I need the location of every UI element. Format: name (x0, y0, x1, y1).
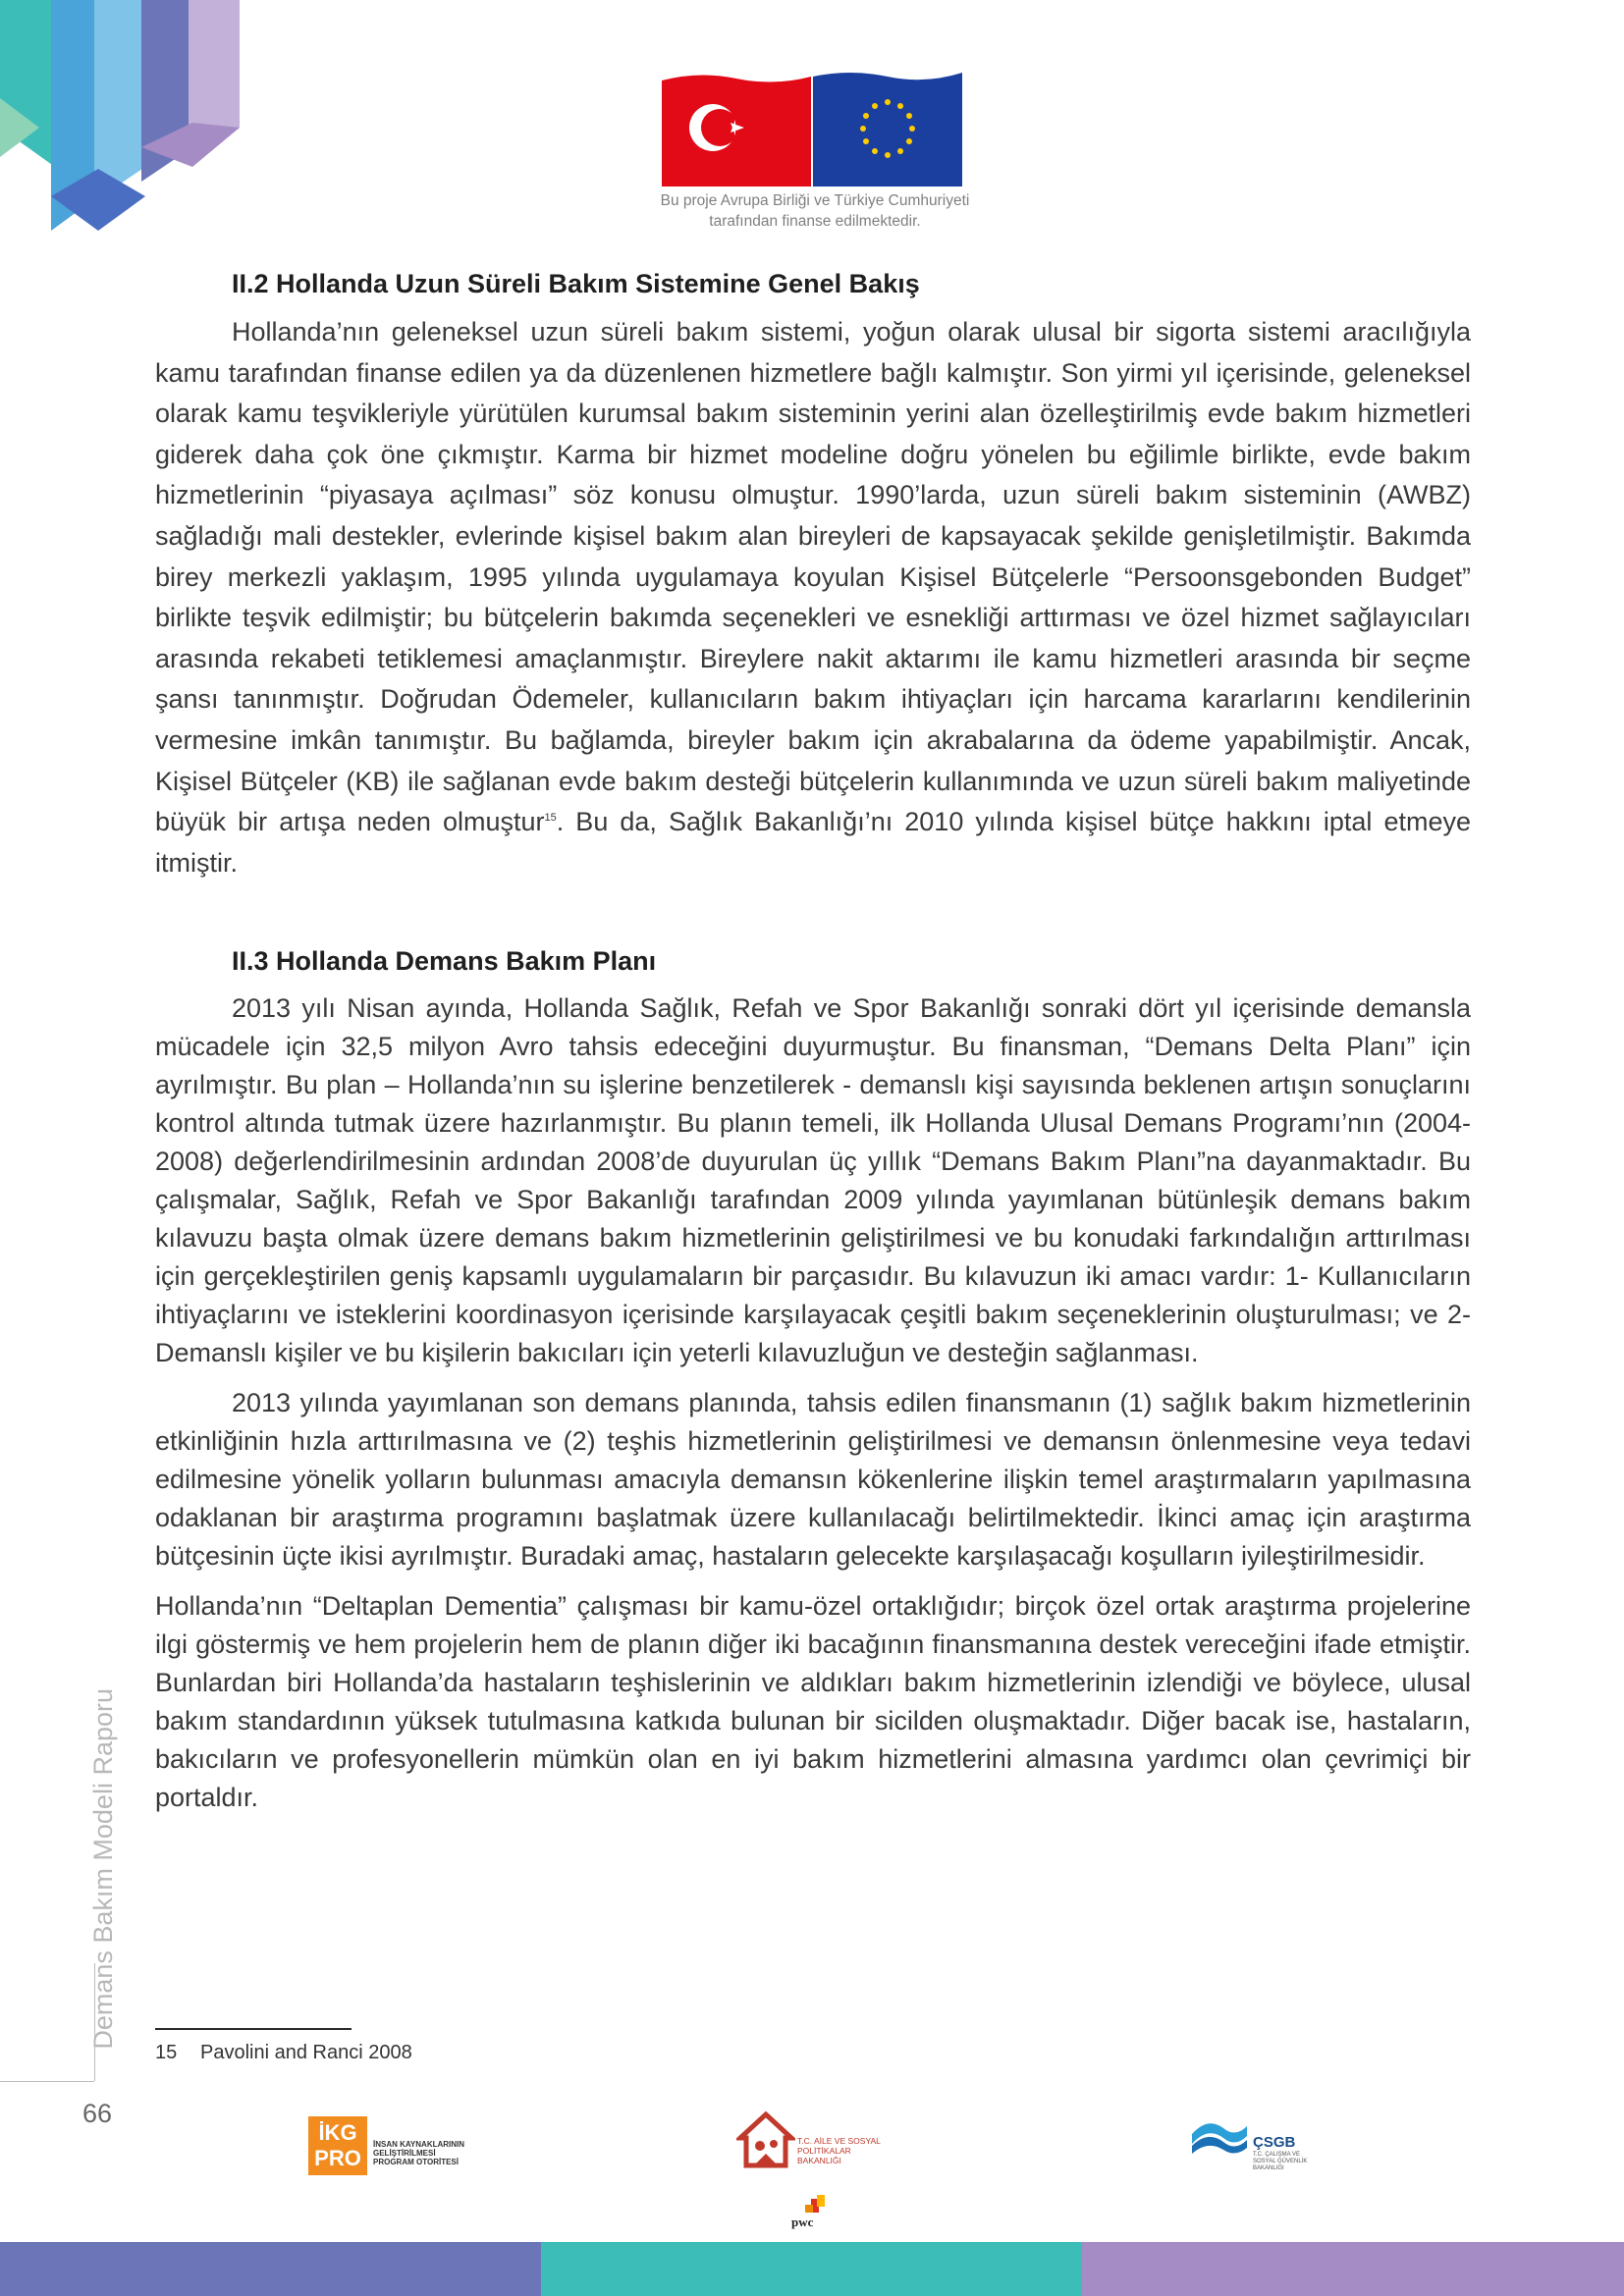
footnote-reference: 15 (544, 812, 557, 825)
section-overview (155, 267, 1471, 883)
side-divider (94, 1963, 95, 2081)
funding-note-line2: tarafından finanse edilmektedir. (709, 213, 921, 230)
ikg-pro-text: İNSAN KAYNAKLARININ GELİŞTİRİLMESİ PROGRAM OTORİTESİ (373, 2140, 465, 2166)
paragraph-text-cont: . Bu da, Sağlık Bakanlığı’nı 2010 yılında kişisel bütçe hakkını iptal etmeye itmiştir. (155, 807, 1471, 878)
page-number-divider (0, 2081, 94, 2082)
asp-ministry-text: T.C. AİLE VE SOSYAL POLİTİKALAR BAKANLIĞI (797, 2136, 881, 2165)
csgb-mark: ÇSGB (1253, 2134, 1296, 2151)
csgb-ministry-logo (1188, 2112, 1326, 2181)
pwc-logo (789, 2195, 829, 2230)
house-family-icon (736, 2109, 795, 2171)
footnote-text: Pavolini and Ranci 2008 (200, 2042, 412, 2063)
section-dementia-plan (155, 944, 1471, 1817)
funding-note (628, 190, 1001, 232)
body-paragraph (155, 312, 1471, 883)
bottom-color-bar (0, 2242, 1624, 2296)
page-number: 66 (82, 2099, 113, 2128)
footnote-number: 15 (155, 2042, 178, 2063)
paragraph-text: Hollanda’nın geleneksel uzun süreli bakım sistemi, yoğun olarak ulusal bir sigorta sistemi aracılığıyla kamu tarafından finanse edilen ya da düzenlenen hizmetlere bağlı kalmıştır. Son yirmi yıl içerisinde, geleneksel olarak kamu teşvikleriyle yürütülen kurumsal bakım sisteminin yerini alan özelleştirilmiş evde bakım hizmetleri giderek daha çok öne çıkmıştır. Karma bir hizmet modeline doğru yönelen bu eğilimle birlikte, evde bakım hizmetlerinin “piyasaya açılması” söz konusu olmuştur. 1990’larda, uzun süreli bakım sisteminin (AWBZ) sağladığı mali destekler, evlerinde kişisel bakım alan bireyleri de kapsayacak şekilde genişletilmiştir. Bakımda birey merkezli yaklaşım, 1995 yılında uygulamaya koyulan Kişisel Bütçelerle “Persoonsgebonden Budget” birlikte teşvik edilmiştir; bu bütçelerin bakımda seçenekleri ve esnekliği arttırması ve özel hizmet sağlayıcıları arasında rekabeti tetiklemesi amaçlanmıştır. Bireylere nakit aktarımı ile kamu hizmetleri arasında bir seçme şansı tanınmıştır. Doğrudan Ödemeler, kullanıcıların bakım ihtiyaçları için harcama kararlarını kendilerinin vermesine imkân tanımıştır. Bu bağlamda, bireyler bakım için akrabalarına da ödeme yapabilmiştir. Ancak, Kişisel Bütçeler (KB) ile sağlanan evde bakım desteği bütçelerin kullanımında ve uzun süreli bakım maliyetinde büyük bir artışa neden olmuştur (155, 317, 1471, 837)
pwc-mark: pwc (791, 2215, 814, 2229)
ikg-pro-mark: İKG PRO (308, 2116, 367, 2175)
body-paragraph: 2013 yılı Nisan ayında, Hollanda Sağlık, Refah ve Spor Bakanlığı sonraki dört yıl içerisinde demansla mücadele için 32,5 milyon Avro tahsis edeceğini duyurmuştur. Bu finansman, “Demans Delta Planı” için ayrılmıştır. Bu plan – Hollanda’nın su işlerine benzetilerek - demanslı kişi sayısında beklenen artışın sonuçlarını kontrol altında tutmak üzere hazırlanmıştır. Bu planın temeli, ilk Hollanda Ulusal Demans Programı’nın (2004- 2008) değerlendirilmesinin ardından 2008’de duyurulan üç yıllık “Demans Bakım Planı”na dayanmaktadır. Bu çalışmalar, Sağlık, Refah ve Spor Bakanlığı tarafından 2009 yılında yayımlanan bütünleşik demans bakım kılavuzu başta olmak üzere demans bakım hizmetlerinin geliştirilmesi ve bu konudaki farkındalığın arttırılması için gerçekleştirilen geniş kapsamlı uygulamaların bir parçasıdır. Bu kılavuzun iki amacı vardır: 1- Kullanıcıların ihtiyaçlarını ve isteklerini koordinasyon içerisinde karşılayacak çeşitli bakım seçeneklerinin oluşturulması; ve 2- Demanslı kişiler ve bu kişilerin bakıcıları için yeterli kılavuzluğun ve desteğin sağlanması. (155, 993, 1471, 1368)
section-heading: II.3 Hollanda Demans Bakım Planı (232, 946, 657, 977)
funding-note-line1: Bu proje Avrupa Birliği ve Türkiye Cumhuriyeti (660, 192, 970, 209)
pwc-blocks-icon (789, 2195, 829, 2215)
bottom-bar-left (0, 2242, 541, 2296)
csgb-text: T.C. ÇALIŞMA VE SOSYAL GÜVENLİK BAKANLIĞI (1253, 2152, 1308, 2171)
body-paragraph: Hollanda’nın “Deltaplan Dementia” çalışması bir kamu-özel ortaklığıdır; birçok özel ortak araştırma projelerine ilgi göstermiş ve hem projelerin hem de planın diğer iki bacağının finansmanına destek vereceğini ifade etmiştir. Bunlardan biri Hollanda’da hastaların teşhislerinin ve aldıkları bakım hizmetlerinin izlendiği ve böylece, ulusal bakım standardının yüksek tutulmasına katkıda bulunan bir sicilden oluşmaktadır. Diğer bacak ise, hastaların, bakıcıların ve profesyonellerin mümkün olan en iyi bakım hizmetlerini almasına yardımcı olan çevrimiçi bir portaldır. (155, 1591, 1471, 1813)
section-heading: II.2 Hollanda Uzun Süreli Bakım Sistemine Genel Bakış (232, 269, 920, 298)
bottom-bar-right (1082, 2242, 1624, 2296)
footnote-divider (155, 2028, 352, 2030)
csgb-wave-icon (1188, 2112, 1251, 2158)
corner-decoration (0, 0, 245, 236)
footnote (155, 2042, 412, 2064)
main-content (155, 267, 1471, 1817)
body-paragraph: 2013 yılında yayımlanan son demans planında, tahsis edilen finansmanın (1) sağlık bakım hizmetlerinin etkinliğinin hızla arttırılmasına ve (2) teşhis hizmetlerinin geliştirilmesi ve demansın önlenmesine veya tedavi edilmesine yönelik yolların bulunması amacıyla demansın kökenlerine ilişkin temel araştırmaların yapılmasına odaklanan bir araştırma programını başlatmak üzere kullanılacağı belirtilmektedir. İkinci amaç için araştırma bütçesinin üçte ikisi ayrılmıştır. Buradaki amaç, hastaların gelecekte karşılaşacağı koşulların iyileştirilmesidir. (155, 1388, 1471, 1572)
report-title-vertical: Demans Bakım Modeli Raporu (88, 1688, 118, 2050)
asp-ministry-logo (736, 2109, 893, 2177)
ikg-pro-logo (308, 2116, 475, 2179)
bottom-bar-middle (541, 2242, 1082, 2296)
